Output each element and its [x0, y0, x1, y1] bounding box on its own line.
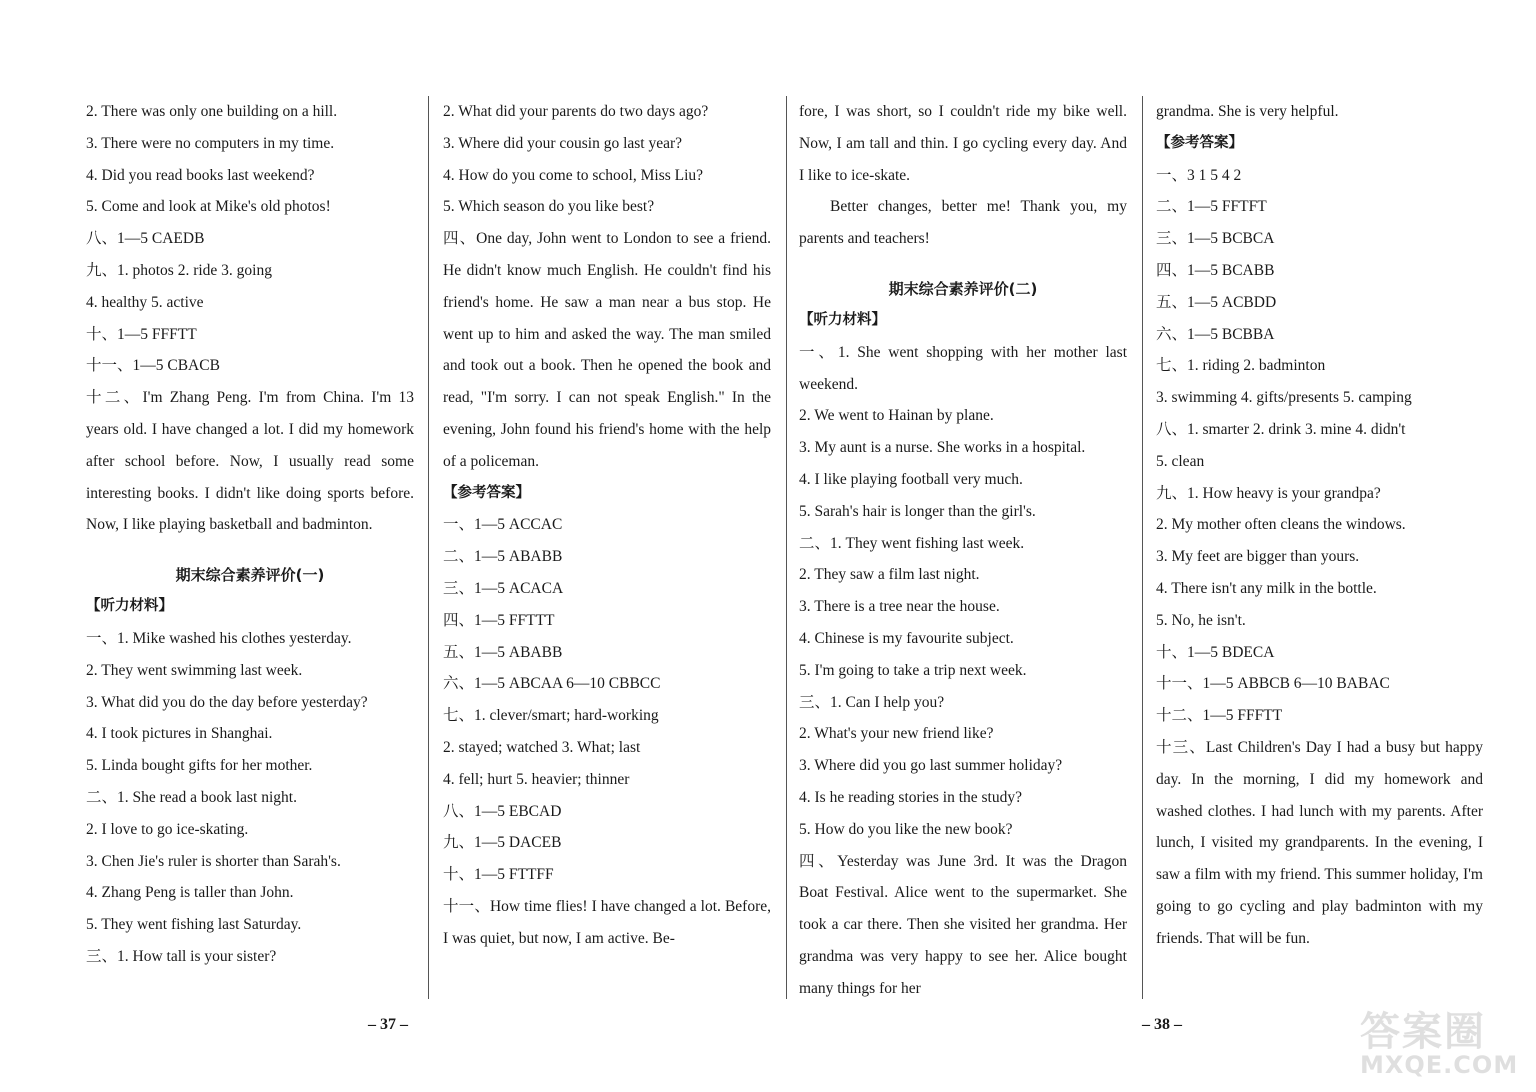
section-label: 【听力材料】 — [799, 311, 886, 328]
writing-paragraph: 十三、Last Children's Day I had a busy but happy day. In the morning, I did my homework and washed clothes. I had lunch with my parents. After lunch, I visited my grandparents. In the evening, I saw a film with my friend. This summer holiday, I'm going to go cycling and play badminton with my friends. That will be fun. — [1156, 738, 1483, 947]
text-line: 2. They saw a film last night. — [799, 566, 980, 584]
column-2 — [443, 96, 771, 1006]
text-line: 5. Which season do you like best? — [443, 198, 655, 216]
answer-line: 3. My feet are bigger than yours. — [1156, 548, 1360, 566]
text-line: 3. My aunt is a nurse. She works in a hospital. — [799, 439, 1086, 457]
text-line: 4. Is he reading stories in the study? — [799, 788, 1022, 806]
answer-line: 二、1—5 FFTFT — [1156, 198, 1267, 216]
writing-paragraph: 十二、I'm Zhang Peng. I'm from China. I'm 13 years old. I have changed a lot. I did my homework after school before. Now, I usually read some interesting books. I didn't like doing sports before. Now, I like playing basketball and badminton. — [86, 389, 414, 534]
text-line: 5. Sarah's hair is longer than the girl's. — [799, 502, 1036, 520]
answer-line: 5. No, he isn't. — [1156, 611, 1246, 629]
section-title: 期末综合素养评价(一) — [175, 566, 325, 585]
text-line: 二、1. She read a book last night. — [86, 788, 297, 806]
text-line: 5. I'm going to take a trip next week. — [799, 661, 1027, 679]
column-divider — [428, 96, 429, 999]
text-line: 3. There is a tree near the house. — [799, 598, 1000, 616]
answer-line: 八、1—5 CAEDB — [86, 230, 205, 248]
column-divider — [1142, 96, 1143, 999]
watermark-bottom-text: MXQE.COM — [1360, 1051, 1519, 1079]
answer-line: 十、1—5 FTTFF — [443, 866, 554, 884]
reading-paragraph: 四、Yesterday was June 3rd. It was the Dragon Boat Festival. Alice went to the supermarket. She took a car there. Then she visited her grandma. Her grandma was very happy to see her. Alice bought many things for her — [799, 852, 1127, 997]
answer-line: 五、1—5 ACBDD — [1156, 293, 1277, 311]
text-line: 4. Did you read books last weekend? — [86, 166, 315, 184]
section-label: 【参考答案】 — [443, 484, 530, 501]
text-line: 2. They went swimming last week. — [86, 661, 303, 679]
text-line: 4. Chinese is my favourite subject. — [799, 629, 1014, 647]
answer-line: 八、1—5 EBCAD — [443, 802, 562, 820]
text-line: 三、1. How tall is your sister? — [86, 947, 277, 965]
text-line: 3. There were no computers in my time. — [86, 134, 335, 152]
text-line: 4. Zhang Peng is taller than John. — [86, 884, 294, 902]
answer-line: 四、1—5 BCABB — [1156, 261, 1275, 279]
answer-line: 八、1. smarter 2. drink 3. mine 4. didn't — [1156, 420, 1406, 438]
text-line: 3. Where did you go last summer holiday? — [799, 757, 1063, 775]
answer-line: 3. swimming 4. gifts/presents 5. camping — [1156, 389, 1412, 407]
answer-line: 十二、1—5 FFFTT — [1156, 707, 1283, 725]
text-line: grandma. She is very helpful. — [1156, 103, 1339, 120]
text-line: 3. Where did your cousin go last year? — [443, 134, 683, 152]
answer-line: 4. healthy 5. active — [86, 293, 204, 311]
answer-line: 七、1. riding 2. badminton — [1156, 357, 1326, 375]
page-number-right: – 38 – — [1142, 1016, 1182, 1033]
watermark-top-text: 答案圈 — [1360, 1009, 1486, 1055]
section-label: 【参考答案】 — [1156, 134, 1243, 151]
answer-line: 十一、1—5 ABBCB 6—10 BABAC — [1156, 675, 1390, 693]
section-title: 期末综合素养评价(二) — [888, 279, 1038, 298]
answer-line: 四、1—5 FFTTT — [443, 611, 555, 629]
answer-line: 三、1—5 ACACA — [443, 579, 564, 597]
section-label: 【听力材料】 — [86, 598, 173, 615]
text-line: 一、1. She went shopping with her mother last weekend. — [799, 343, 1127, 393]
writing-paragraph: Better changes, better me! Thank you, my parents and teachers! — [799, 198, 1127, 248]
watermark-logo — [1360, 1000, 1530, 1088]
answer-line: 九、1. How heavy is your grandpa? — [1156, 484, 1381, 502]
column-1 — [86, 96, 414, 1006]
column-4 — [1156, 96, 1483, 1006]
text-line: 4. I took pictures in Shanghai. — [86, 725, 273, 743]
page-number-left: – 37 – — [368, 1016, 408, 1033]
answer-line: 五、1—5 ABABB — [443, 643, 563, 661]
text-line: 3. What did you do the day before yesterday? — [86, 693, 368, 711]
text-line: 一、1. Mike washed his clothes yesterday. — [86, 629, 352, 647]
answer-line: 5. clean — [1156, 452, 1205, 470]
column-divider — [786, 96, 787, 999]
answer-line: 十、1—5 FFFTT — [86, 325, 197, 343]
answer-line: 4. There isn't any milk in the bottle. — [1156, 579, 1377, 597]
answer-line: 4. fell; hurt 5. heavier; thinner — [443, 770, 630, 788]
answer-line: 二、1—5 ABABB — [443, 548, 563, 566]
text-line: 二、1. They went fishing last week. — [799, 534, 1025, 552]
answer-line: 2. My mother often cleans the windows. — [1156, 516, 1406, 534]
answer-line: 2. stayed; watched 3. What; last — [443, 738, 641, 756]
text-line: 5. How do you like the new book? — [799, 820, 1013, 838]
writing-paragraph: 十一、How time flies! I have changed a lot. Before, I was quiet, but now, I am active. Be- — [443, 897, 771, 947]
text-line: 2. What did your parents do two days ago? — [443, 103, 709, 120]
answer-line: 一、3 1 5 4 2 — [1156, 166, 1242, 184]
text-line: 三、1. Can I help you? — [799, 693, 945, 711]
text-line: 5. Come and look at Mike's old photos! — [86, 198, 331, 216]
answer-line: 三、1—5 BCBCA — [1156, 230, 1275, 248]
text-line: 3. Chen Jie's ruler is shorter than Sarah's. — [86, 852, 341, 870]
answer-line: 九、1—5 DACEB — [443, 834, 562, 852]
text-line: 5. Linda bought gifts for her mother. — [86, 757, 313, 775]
text-line: 4. How do you come to school, Miss Liu? — [443, 166, 704, 184]
text-line: 4. I like playing football very much. — [799, 470, 1023, 488]
answer-line: 一、1—5 ACCAC — [443, 516, 563, 534]
answer-line: 七、1. clever/smart; hard-working — [443, 707, 659, 725]
text-line: 2. What's your new friend like? — [799, 725, 994, 743]
answer-line: 十、1—5 BDECA — [1156, 643, 1275, 661]
column-3 — [799, 96, 1127, 1006]
text-line: 2. I love to go ice-skating. — [86, 820, 249, 838]
answer-line: 九、1. photos 2. ride 3. going — [86, 261, 272, 279]
answer-line: 六、1—5 BCBBA — [1156, 325, 1275, 343]
answer-line: 十一、1—5 CBACB — [86, 357, 220, 375]
writing-paragraph: fore, I was short, so I couldn't ride my bike well. Now, I am tall and thin. I go cycling every day. And I like to ice-skate. — [799, 103, 1127, 184]
reading-paragraph: 四、One day, John went to London to see a friend. He didn't know much English. He couldn't find his friend's home. He saw a man near a bus stop. He went up to him and asked the way. The man smiled and took out a book. Then he opened the book and read, "I'm sorry. I can not speak English." In the evening, John found his friend's home with the help of a policeman. — [443, 230, 771, 470]
answer-line: 六、1—5 ABCAA 6—10 CBBCC — [443, 675, 661, 693]
text-line: 5. They went fishing last Saturday. — [86, 916, 302, 934]
text-line: 2. We went to Hainan by plane. — [799, 407, 994, 425]
text-line: 2. There was only one building on a hill. — [86, 103, 338, 120]
